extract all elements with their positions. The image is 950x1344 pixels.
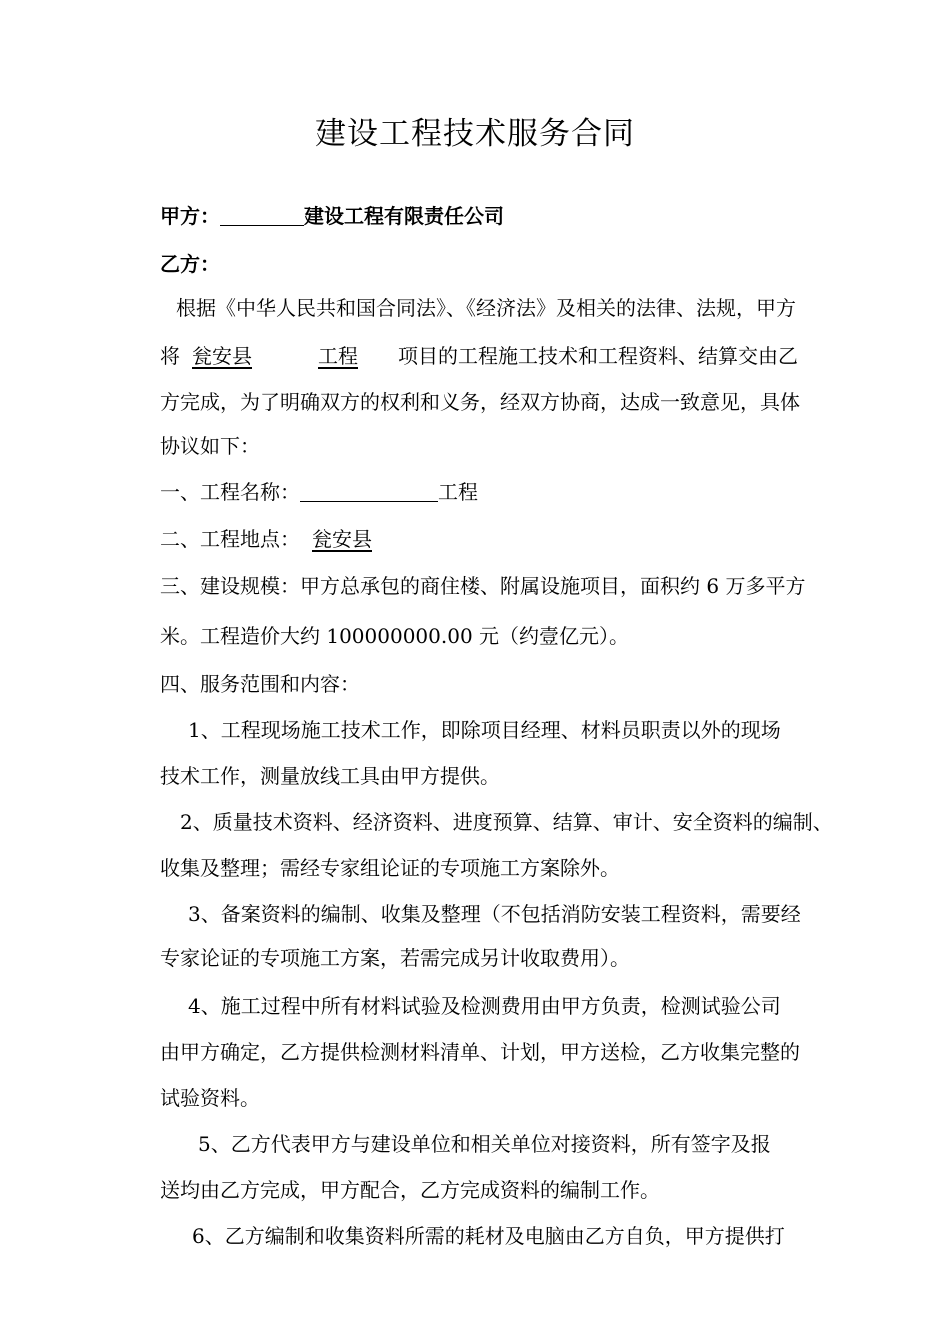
clause-3-line-1: 3、备案资料的编制、收集及整理（不包括消防安装工程资料，需要经 — [188, 902, 801, 926]
clause-1-line-1: 1、工程现场施工技术工作，即除项目经理、材料员职责以外的现场 — [188, 718, 781, 742]
party-a-label: 甲方： — [160, 204, 220, 228]
item-2-label: 二、工程地点： — [160, 527, 300, 551]
item-3-line-1: 三、建设规模：甲方总承包的商住楼、附属设施项目，面积约 6 万多平方 — [160, 574, 806, 598]
party-a-blank — [220, 205, 304, 226]
clause-6-line-1: 6、乙方编制和收集资料所需的耗材及电脑由乙方自负，甲方提供打 — [192, 1224, 785, 1248]
item-1-label: 一、工程名称： — [160, 480, 300, 504]
intro-line-2 — [160, 344, 798, 368]
clause-5-line-1: 5、乙方代表甲方与建设单位和相关单位对接资料，所有签字及报 — [198, 1132, 771, 1156]
item-2-project-location — [160, 527, 534, 551]
item-1-suffix: 工程 — [438, 480, 478, 504]
clause-4-line-1: 4、施工过程中所有材料试验及检测费用由甲方负责，检测试验公司 — [188, 994, 781, 1018]
party-a-line — [160, 204, 504, 228]
intro-line-1: 根据《中华人民共和国合同法》、《经济法》及相关的法律、法规，甲方 — [176, 296, 796, 320]
project-name-field — [180, 344, 398, 368]
project-word: 工程 — [318, 344, 358, 368]
document-title: 建设工程技术服务合同 — [315, 116, 635, 152]
item-3-line-2: 米。工程造价大约 100000000.00 元（约壹亿元）。 — [160, 624, 630, 648]
party-b-label: 乙方： — [160, 252, 220, 276]
clause-5-line-2: 送均由乙方完成，甲方配合，乙方完成资料的编制工作。 — [160, 1178, 660, 1202]
item-4-heading: 四、服务范围和内容： — [160, 672, 360, 696]
project-name-blank — [300, 481, 438, 502]
intro-line-2-pre: 将 — [160, 344, 180, 368]
clause-4-line-2: 由甲方确定，乙方提供检测材料清单、计划，甲方送检，乙方收集完整的 — [160, 1040, 800, 1064]
location-value: 瓮安县 — [312, 527, 372, 551]
project-county: 瓮安县 — [192, 344, 252, 368]
intro-line-2-post: 项目的工程施工技术和工程资料、结算交由乙 — [398, 344, 798, 368]
clause-4-line-3: 试验资料。 — [160, 1086, 260, 1110]
item-1-project-name — [160, 480, 478, 504]
location-field — [300, 527, 534, 551]
clause-3-line-2: 专家论证的专项施工方案，若需完成另计收取费用）。 — [160, 946, 630, 970]
clause-2-line-1: 2、质量技术资料、经济资料、进度预算、结算、审计、安全资料的编制、 — [180, 810, 833, 834]
clause-2-line-2: 收集及整理；需经专家组论证的专项施工方案除外。 — [160, 856, 620, 880]
intro-line-4: 协议如下： — [160, 434, 260, 458]
clause-1-line-2: 技术工作，测量放线工具由甲方提供。 — [160, 764, 500, 788]
party-a-company: 建设工程有限责任公司 — [304, 204, 504, 228]
intro-line-3: 方完成，为了明确双方的权利和义务，经双方协商，达成一致意见，具体 — [160, 390, 800, 414]
